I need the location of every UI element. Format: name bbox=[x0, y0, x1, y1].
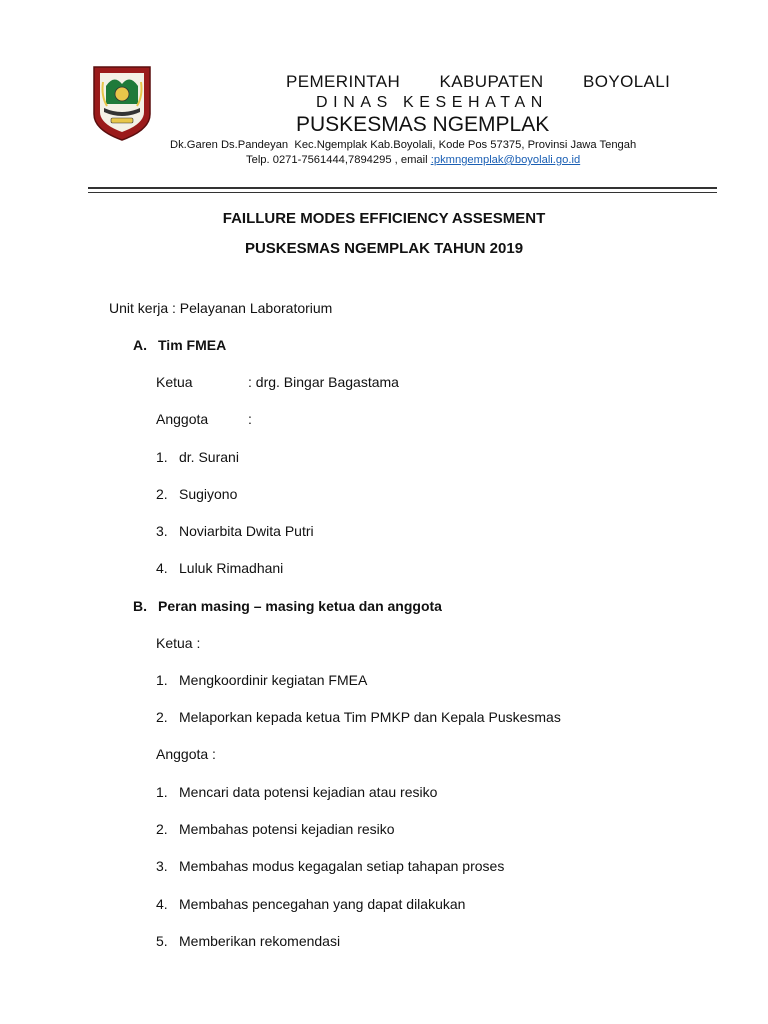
header-divider-thick bbox=[88, 187, 717, 189]
header-divider-thin bbox=[88, 192, 717, 193]
list-text: Sugiyono bbox=[179, 486, 238, 502]
list-number: 3. bbox=[156, 858, 168, 874]
list-number: 1. bbox=[156, 784, 168, 800]
list-item bbox=[156, 672, 367, 688]
list-item bbox=[156, 560, 283, 576]
list-item bbox=[156, 821, 395, 837]
section-b-heading bbox=[133, 598, 442, 614]
document-title: FAILLURE MODES EFFICIENCY ASSESMENT bbox=[222, 210, 546, 227]
list-number: 2. bbox=[156, 486, 168, 502]
ketua-value: : drg. Bingar Bagastama bbox=[248, 374, 399, 390]
ketua-roles-label: Ketua : bbox=[156, 635, 201, 651]
anggota-value: : bbox=[248, 411, 252, 427]
section-b-title: Peran masing – masing ketua dan anggota bbox=[158, 598, 442, 614]
team-leader-row bbox=[156, 374, 399, 390]
document-subtitle: PUSKESMAS NGEMPLAK TAHUN 2019 bbox=[244, 240, 524, 257]
letterhead-department: DINAS KESEHATAN bbox=[316, 94, 548, 111]
section-a-title: Tim FMEA bbox=[158, 337, 227, 353]
list-text: Luluk Rimadhani bbox=[179, 560, 284, 576]
list-number: 4. bbox=[156, 560, 168, 576]
list-number: 2. bbox=[156, 821, 168, 837]
list-item bbox=[156, 449, 239, 465]
email-link[interactable]: :pkmngemplak@boyolali.go.id bbox=[430, 154, 581, 166]
list-text: Melaporkan kepada ketua Tim PMKP dan Kepala Puskesmas bbox=[179, 709, 561, 725]
list-number: 4. bbox=[156, 896, 168, 912]
list-item bbox=[156, 486, 237, 502]
team-members-row bbox=[156, 411, 252, 427]
section-a-number: A. bbox=[133, 337, 147, 353]
telp-text: Telp. 0271-7561444,7894295 , email bbox=[246, 154, 431, 166]
section-b-number: B. bbox=[133, 598, 147, 614]
section-a-heading bbox=[133, 337, 226, 353]
list-number: 1. bbox=[156, 672, 168, 688]
list-item bbox=[156, 784, 437, 800]
list-item bbox=[156, 523, 314, 539]
list-number: 3. bbox=[156, 523, 168, 539]
list-text: Mencari data potensi kejadian atau resiko bbox=[179, 784, 438, 800]
list-item bbox=[156, 896, 465, 912]
regency-emblem-logo bbox=[91, 64, 153, 142]
list-number: 1. bbox=[156, 449, 168, 465]
anggota-roles-label: Anggota : bbox=[156, 746, 216, 762]
list-text: Mengkoordinir kegiatan FMEA bbox=[179, 672, 368, 688]
list-item bbox=[156, 858, 504, 874]
anggota-label: Anggota bbox=[156, 411, 209, 427]
list-text: Membahas pencegahan yang dapat dilakukan bbox=[179, 896, 466, 912]
list-text: dr. Surani bbox=[179, 449, 239, 465]
list-item bbox=[156, 709, 561, 725]
list-text: Membahas potensi kejadian resiko bbox=[179, 821, 395, 837]
list-number: 2. bbox=[156, 709, 168, 725]
list-text: Noviarbita Dwita Putri bbox=[179, 523, 314, 539]
letterhead-government: PEMERINTAH KABUPATEN BOYOLALI bbox=[286, 72, 671, 91]
letterhead-address: Dk.Garen Ds.Pandeyan Kec.Ngemplak Kab.Boyolali, Kode Pos 57375, Provinsi Jawa Tengah bbox=[170, 139, 637, 151]
list-text: Memberikan rekomendasi bbox=[179, 933, 341, 949]
list-number: 5. bbox=[156, 933, 168, 949]
work-unit: Unit kerja : Pelayanan Laboratorium bbox=[109, 300, 333, 316]
ketua-label: Ketua bbox=[156, 374, 193, 390]
letterhead-contact bbox=[246, 154, 580, 166]
list-text: Membahas modus kegagalan setiap tahapan proses bbox=[179, 858, 505, 874]
letterhead-puskesmas: PUSKESMAS NGEMPLAK bbox=[296, 113, 550, 136]
list-item bbox=[156, 933, 340, 949]
